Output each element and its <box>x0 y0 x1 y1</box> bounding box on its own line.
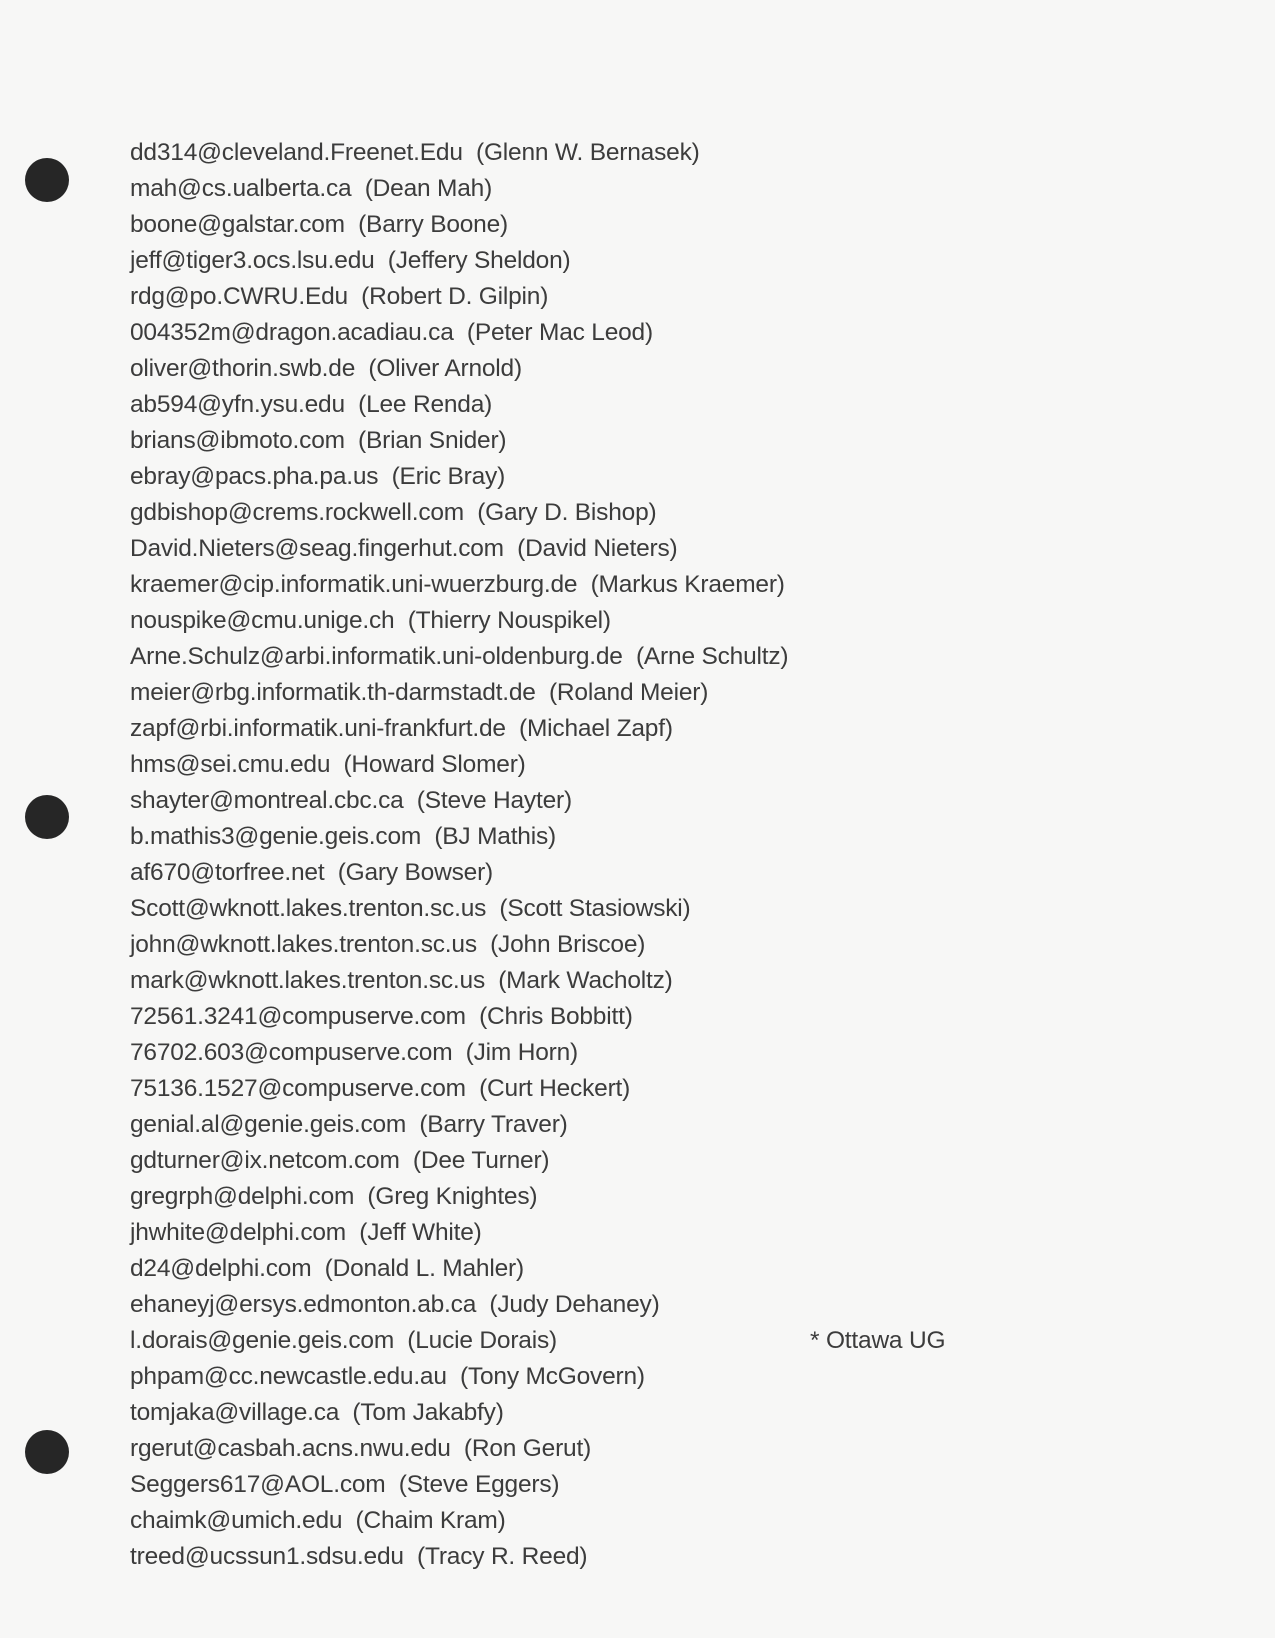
contact-line <box>130 1467 1150 1503</box>
contact-line <box>130 1215 1150 1251</box>
contact-email: gdbishop@crems.rockwell.com <box>130 499 464 526</box>
contact-email: chaimk@umich.edu <box>130 1507 343 1534</box>
contact-email: ehaneyj@ersys.edmonton.ab.ca <box>130 1291 477 1318</box>
contact-name: (Arne Schultz) <box>635 643 789 670</box>
contact-name: (Gary D. Bishop) <box>477 499 657 526</box>
contact-line <box>130 423 1150 459</box>
contact-email: nouspike@cmu.unige.ch <box>130 607 395 634</box>
contact-email: brians@ibmoto.com <box>130 427 345 454</box>
contact-name: (Curt Heckert) <box>479 1075 631 1102</box>
contact-list <box>130 135 1150 1575</box>
contact-line <box>130 819 1150 855</box>
contact-name: (Mark Wacholtz) <box>498 967 673 994</box>
contact-email: 75136.1527@compuserve.com <box>130 1075 466 1102</box>
contact-email: gdturner@ix.netcom.com <box>130 1147 400 1174</box>
contact-email: mark@wknott.lakes.trenton.sc.us <box>130 967 485 994</box>
contact-email: meier@rbg.informatik.th-darmstadt.de <box>130 679 536 706</box>
contact-line <box>130 1287 1150 1323</box>
contact-email: shayter@montreal.cbc.ca <box>130 787 404 814</box>
contact-name: (Howard Slomer) <box>343 751 526 778</box>
contact-line <box>130 567 1150 603</box>
contact-line <box>130 711 1150 747</box>
punch-hole-top <box>25 158 69 202</box>
contact-line <box>130 1359 1150 1395</box>
contact-line <box>130 1179 1150 1215</box>
contact-name: (Markus Kraemer) <box>590 571 785 598</box>
contact-name: (Lucie Dorais) <box>407 1327 557 1354</box>
contact-email: genial.al@genie.geis.com <box>130 1111 407 1138</box>
contact-line <box>130 315 1150 351</box>
contact-line <box>130 999 1150 1035</box>
contact-name: (Oliver Arnold) <box>368 355 522 382</box>
contact-name: (Brian Snider) <box>358 427 507 454</box>
contact-name: (Dee Turner) <box>412 1147 550 1174</box>
contact-line <box>130 1035 1150 1071</box>
contact-line <box>130 1323 1150 1359</box>
contact-email: David.Nieters@seag.fingerhut.com <box>130 535 504 562</box>
contact-name: (Steve Eggers) <box>398 1471 560 1498</box>
contact-name: (Barry Boone) <box>358 211 508 238</box>
contact-email: ab594@yfn.ysu.edu <box>130 391 345 418</box>
contact-email: zapf@rbi.informatik.uni-frankfurt.de <box>130 715 506 742</box>
contact-email: john@wknott.lakes.trenton.sc.us <box>130 931 477 958</box>
contact-name: (Jeffery Sheldon) <box>387 247 571 274</box>
contact-line <box>130 207 1150 243</box>
contact-line <box>130 1071 1150 1107</box>
contact-line <box>130 531 1150 567</box>
contact-line <box>130 1143 1150 1179</box>
contact-line <box>130 1251 1150 1287</box>
contact-email: jeff@tiger3.ocs.lsu.edu <box>130 247 375 274</box>
contact-name: (Eric Bray) <box>391 463 506 490</box>
contact-email: Arne.Schulz@arbi.informatik.uni-oldenburg.de <box>130 643 623 670</box>
contact-email: tomjaka@village.ca <box>130 1399 340 1426</box>
contact-line <box>130 135 1150 171</box>
contact-email: d24@delphi.com <box>130 1255 312 1282</box>
contact-line <box>130 783 1150 819</box>
contact-email: 72561.3241@compuserve.com <box>130 1003 466 1030</box>
contact-name: (Donald L. Mahler) <box>324 1255 524 1282</box>
contact-line <box>130 495 1150 531</box>
contact-name: (Michael Zapf) <box>519 715 673 742</box>
contact-name: (Tracy R. Reed) <box>417 1543 588 1570</box>
contact-line <box>130 891 1150 927</box>
contact-line <box>130 855 1150 891</box>
contact-email: phpam@cc.newcastle.edu.au <box>130 1363 447 1390</box>
contact-line <box>130 603 1150 639</box>
contact-name: (John Briscoe) <box>490 931 646 958</box>
contact-email: ebray@pacs.pha.pa.us <box>130 463 379 490</box>
contact-name: (David Nieters) <box>517 535 678 562</box>
contact-email: b.mathis3@genie.geis.com <box>130 823 422 850</box>
contact-email: treed@ucssun1.sdsu.edu <box>130 1543 404 1570</box>
punch-hole-bottom <box>25 1430 69 1474</box>
contact-email: af670@torfree.net <box>130 859 325 886</box>
contact-email: Seggers617@AOL.com <box>130 1471 386 1498</box>
contact-line <box>130 747 1150 783</box>
contact-email: rdg@po.CWRU.Edu <box>130 283 348 310</box>
contact-name: (Gary Bowser) <box>337 859 493 886</box>
contact-name: (Lee Renda) <box>358 391 493 418</box>
contact-name: (Judy Dehaney) <box>489 1291 660 1318</box>
contact-email: 76702.603@compuserve.com <box>130 1039 453 1066</box>
contact-line <box>130 1539 1150 1575</box>
contact-email: hms@sei.cmu.edu <box>130 751 331 778</box>
contact-email: jhwhite@delphi.com <box>130 1219 347 1246</box>
contact-email: l.dorais@genie.geis.com <box>130 1327 395 1354</box>
contact-name: (Ron Gerut) <box>463 1435 592 1462</box>
contact-line <box>130 1503 1150 1539</box>
contact-line <box>130 927 1150 963</box>
contact-line <box>130 243 1150 279</box>
contact-note: * Ottawa UG <box>810 1327 946 1354</box>
contact-name: (Peter Mac Leod) <box>466 319 653 346</box>
contact-line <box>130 387 1150 423</box>
contact-line <box>130 351 1150 387</box>
contact-line <box>130 1395 1150 1431</box>
contact-name: (Chaim Kram) <box>355 1507 506 1534</box>
contact-line <box>130 1431 1150 1467</box>
contact-line <box>130 963 1150 999</box>
contact-name: (BJ Mathis) <box>434 823 556 850</box>
contact-name: (Roland Meier) <box>548 679 709 706</box>
contact-email: kraemer@cip.informatik.uni-wuerzburg.de <box>130 571 578 598</box>
contact-name: (Glenn W. Bernasek) <box>475 139 700 166</box>
contact-email: rgerut@casbah.acns.nwu.edu <box>130 1435 451 1462</box>
contact-email: mah@cs.ualberta.ca <box>130 175 352 202</box>
contact-name: (Tony McGovern) <box>460 1363 645 1390</box>
contact-name: (Robert D. Gilpin) <box>361 283 549 310</box>
contact-name: (Dean Mah) <box>364 175 493 202</box>
contact-line <box>130 639 1150 675</box>
contact-email: Scott@wknott.lakes.trenton.sc.us <box>130 895 487 922</box>
contact-name: (Scott Stasiowski) <box>499 895 691 922</box>
contact-line <box>130 1107 1150 1143</box>
contact-email: 004352m@dragon.acadiau.ca <box>130 319 454 346</box>
contact-name: (Greg Knightes) <box>367 1183 538 1210</box>
contact-email: dd314@cleveland.Freenet.Edu <box>130 139 463 166</box>
contact-name: (Steve Hayter) <box>416 787 572 814</box>
contact-line <box>130 459 1150 495</box>
contact-line <box>130 675 1150 711</box>
contact-email: boone@galstar.com <box>130 211 345 238</box>
contact-name: (Jim Horn) <box>465 1039 578 1066</box>
contact-line <box>130 171 1150 207</box>
punch-hole-middle <box>25 795 69 839</box>
contact-name: (Barry Traver) <box>419 1111 568 1138</box>
contact-name: (Chris Bobbitt) <box>479 1003 633 1030</box>
contact-name: (Thierry Nouspikel) <box>407 607 611 634</box>
contact-email: oliver@thorin.swb.de <box>130 355 356 382</box>
contact-name: (Tom Jakabfy) <box>352 1399 504 1426</box>
contact-name: (Jeff White) <box>359 1219 482 1246</box>
contact-email: gregrph@delphi.com <box>130 1183 355 1210</box>
contact-line <box>130 279 1150 315</box>
